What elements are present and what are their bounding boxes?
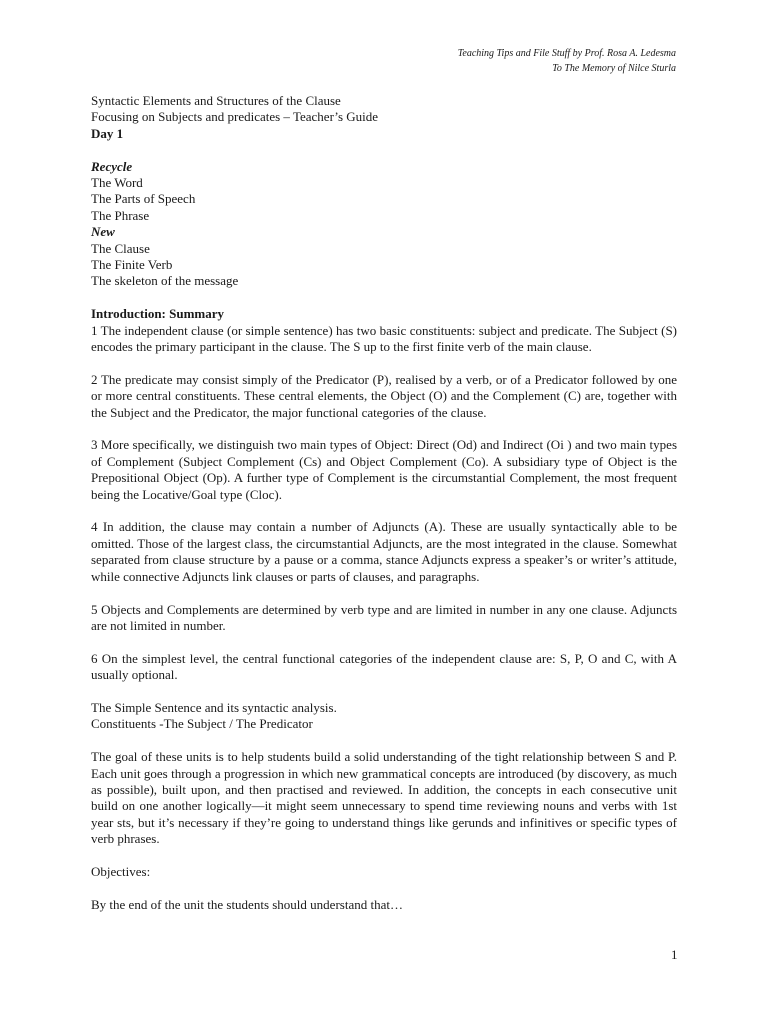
recycle-heading: Recycle (91, 158, 133, 174)
recycle-item: The Phrase (91, 207, 150, 223)
new-item: The Clause (91, 240, 150, 256)
summary-paragraph-4: 4 In addition, the clause may contain a number of Adjuncts (A). These are usually syntactically able to be omitted. Those of the largest class, the circumstantial Adjuncts, are the most integrated in the clause. Somewhat separated from clause structure by a pause or a comma, stance Adjuncts express a speaker’s or writer’s attitude, while connective Adjuncts link clauses or parts of clauses, and paragraphs. (91, 519, 677, 584)
document-subtitle: Focusing on Subjects and predicates – Teacher’s Guide (91, 109, 379, 125)
summary-paragraph-5: 5 Objects and Complements are determined by verb type and are limited in number in any one clause. Adjuncts are not limited in number. (91, 601, 677, 633)
closing-line: By the end of the unit the students should understand that… (91, 896, 403, 912)
summary-paragraph-2: 2 The predicate may consist simply of the Predicator (P), realised by a verb, or of a Predicator followed by one or more central constituents. These central elements, the Object (O) and the Complement (C) are, together with the Subject and the Predicator, the major functional categories of the clause. (91, 371, 677, 420)
document-body (91, 93, 677, 913)
summary-paragraph-6: 6 On the simplest level, the central functional categories of the independent clause are: S, P, O and C, with A usually optional. (91, 650, 677, 683)
day-label: Day 1 (91, 125, 124, 141)
header-dedication-line: To The Memory of Nilce Sturla (552, 63, 676, 74)
new-item: The Finite Verb (91, 257, 173, 273)
introduction-heading: Introduction: Summary (91, 306, 225, 322)
recycle-item: The Parts of Speech (91, 191, 196, 207)
document-title: Syntactic Elements and Structures of the Clause (91, 93, 341, 108)
summary-paragraph-1: 1 The independent clause (or simple sentence) has two basic constituents: subject and predicate. The Subject (S) encodes the primary participant in the clause. The S up to the first finite verb of the main clause. (91, 322, 677, 355)
objectives-label: Objectives: (91, 863, 151, 879)
new-heading: New (91, 224, 115, 240)
header-author-line: Teaching Tips and File Stuff by Prof. Rosa A. Ledesma (457, 48, 676, 59)
summary-paragraph-3: 3 More specifically, we distinguish two main types of Object: Direct (Od) and Indirect (Oi ) and two main types of Complement (Subject Complement (Cs) and Object Complement (Co). A subsidiary type of Object is the Prepositional Object (Op). A further type of Complement is the circumstantial Complement, the most frequent being the Locative/Goal type (Cloc). (91, 437, 677, 502)
new-item: The skeleton of the message (91, 273, 239, 289)
constituents-heading: Constituents -The Subject / The Predicator (91, 716, 313, 732)
recycle-item: The Word (91, 175, 143, 191)
page-number: 1 (671, 947, 678, 962)
goal-paragraph: The goal of these units is to help students build a solid understanding of the tight relationship between S and P. Each unit goes through a progression in which new grammatical concepts are introduced (by discovery, as much as possible), built upon, and then practised and reviewed. In addition, the concepts in each consecutive unit build on one another logically—it might seem unnecessary to spend time reviewing nouns and verbs with 1st year sts, but it’s necessary if they’re going to understand things like gerunds and infinitives or specific types of verb phrases. (91, 749, 677, 847)
simple-sentence-heading: The Simple Sentence and its syntactic analysis. (91, 699, 337, 715)
